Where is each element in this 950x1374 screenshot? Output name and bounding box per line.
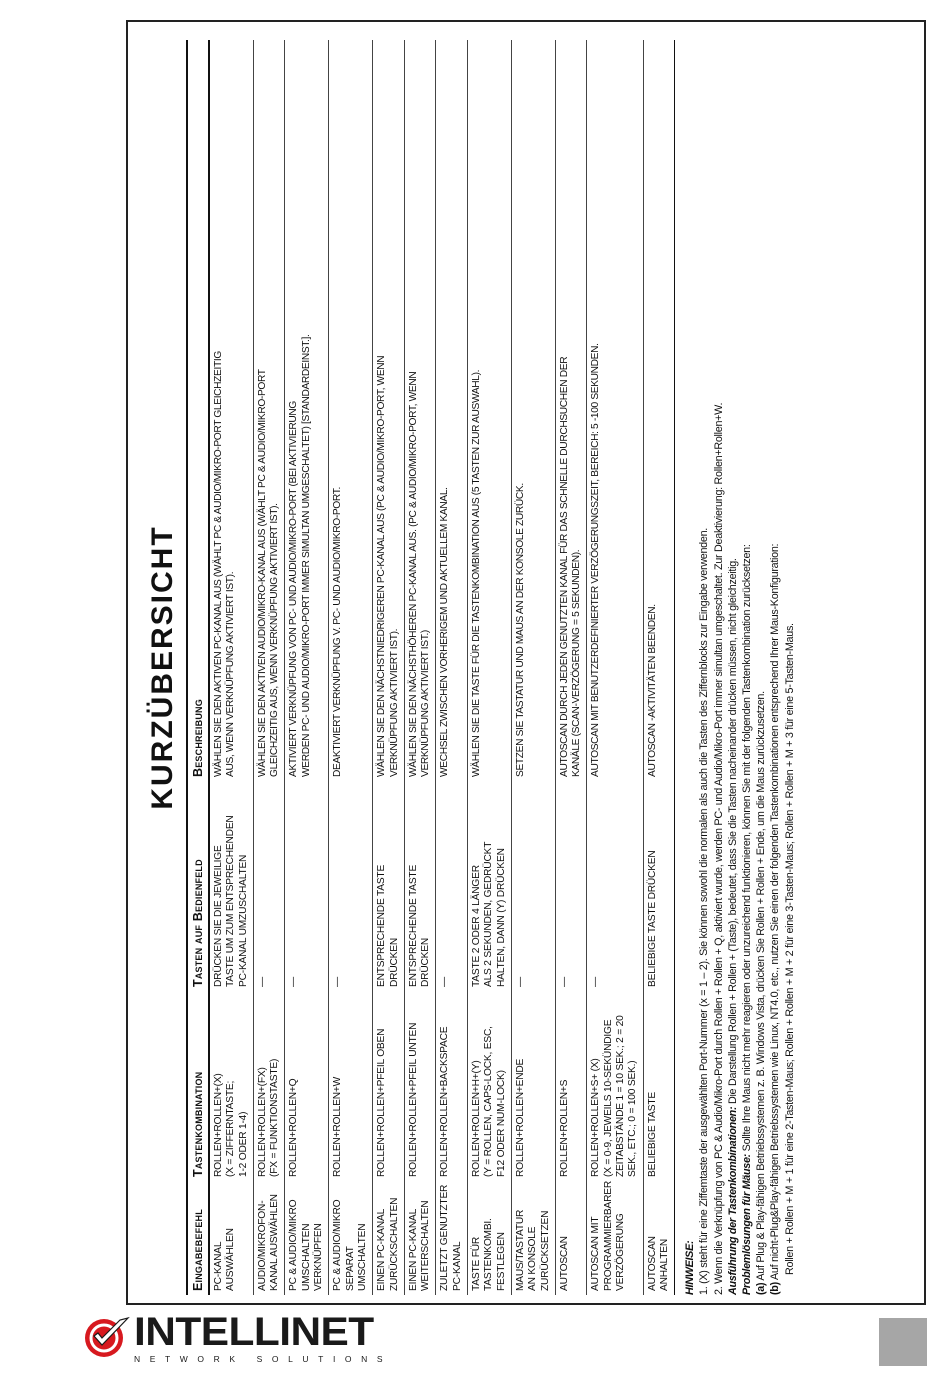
cell-line: AUTOSCAN DURCH JEDEN GENUTZTEN KANAL FÜR DAS SCHNELLE DURCHSUCHEN DER — [558, 356, 570, 777]
cell-c1 — [404, 1181, 436, 1295]
table-row — [329, 40, 373, 1295]
cell-line: SEPARAT UMSCHALTEN — [344, 1223, 368, 1291]
cell-line: WÄHLEN SIE DEN NÄCHSTHÖHEREN PC-KANAL AUS. (PC & AUDIO/MIKRO-PORT, WENN — [407, 371, 419, 777]
cell-c3 — [436, 781, 468, 991]
cell-line: ZEITABSTÄNDE 1 = 10 SEK.; 2 = 20 — [615, 1015, 627, 1177]
cell-line: ROLLEN+ROLLEN+S+ (X) — [590, 1058, 602, 1177]
cell-line: GLEICHZEITIG AUS, WENN VERKNÜPFUNG AKTIVIERT IST). — [269, 503, 281, 777]
cell-c2 — [436, 991, 468, 1181]
cell-line: BELIEBIGE TASTE DRÜCKEN — [646, 850, 658, 987]
cell-line: AUTOSCAN ANHALTEN — [646, 1236, 670, 1291]
cell-c1 — [436, 1181, 468, 1295]
cell-c3 — [253, 781, 285, 991]
quick-reference-frame — [126, 20, 926, 1305]
cell-c4 — [404, 40, 436, 781]
cell-line: ROLLEN+ROLLEN+PFEIL UNTEN — [407, 1022, 419, 1177]
cell-line: UMSCHALTEN VERKNÜPFEN — [300, 1223, 325, 1291]
cell-line: ZURÜCKSCHALTEN — [388, 1197, 400, 1291]
cell-c4 — [587, 40, 643, 781]
cell-line: ENTSPRECHENDE TASTE — [407, 864, 419, 987]
cell-line: DRÜCKEN — [420, 938, 432, 987]
cell-line: (Y = ROLLEN, CAPS-LOCK, ESC, — [483, 1026, 495, 1177]
mouse-option-b — [768, 40, 782, 1295]
table-row — [253, 40, 285, 1295]
table-body — [209, 40, 675, 1295]
execution-text: Die Darstellung Rollen + Rollen + (Taste), bedeutet, dass Sie die Tasten nacheinander drücken müssen, nicht gleichzeitig. — [726, 558, 739, 1107]
cell-line: EINEN PC-KANAL — [407, 1208, 419, 1291]
cell-c1 — [209, 1181, 253, 1295]
cell-line: ROLLEN+ROLLEN+(X) — [213, 1073, 224, 1177]
cell-line: VERKNÜPFUNG AKTIVIERT IST.) — [420, 630, 432, 777]
cell-line: ROLLEN+ROLLEN+(FX) — [256, 1067, 268, 1177]
cell-c2 — [329, 991, 373, 1181]
cell-line: ALS 2 SEKUNDEN, GEDRÜCKT — [483, 841, 495, 987]
cell-c1 — [587, 1181, 643, 1295]
cell-line: KANÄLE (SCAN-VERZÖGERUNG = 5 SEKUNDEN). — [571, 549, 583, 777]
cell-line: DRÜCKEN — [388, 938, 400, 987]
cell-line: AKTIVIERT VERKNÜPFUNG VON PC- UND AUDIO/MIKRO-PORT (BEI AKTIVIERUNG — [288, 401, 300, 777]
cell-line: ROLLEN+ROLLEN+S — [558, 1079, 570, 1177]
cell-c3 — [587, 781, 643, 991]
cell-line: SETZEN SIE TASTATUR UND MAUS AN DER KONSOLE ZURÜCK. — [514, 483, 526, 777]
cell-line: MAUS/TASTATUR — [514, 1209, 526, 1291]
cell-line: — — [332, 977, 344, 987]
table-row — [643, 40, 675, 1295]
cell-c1 — [373, 1181, 405, 1295]
cell-line: ROLLEN+ROLLEN+W — [332, 1076, 344, 1177]
cell-line: — — [558, 977, 570, 987]
cell-line: WECHSEL ZWISCHEN VORHERIGEM UND AKTUELLEM KANAL. — [439, 487, 451, 777]
mouse-label: Problemlösungen für Mäuse: — [741, 1154, 754, 1295]
cell-line: (FX = FUNKTIONSTASTE) — [269, 1058, 281, 1177]
rotated-page-content — [128, 22, 924, 1303]
table-row — [209, 40, 253, 1295]
cell-line: TASTE UM ZUM ENTSPRECHENDEN — [225, 815, 237, 987]
cell-line: AUTOSCAN MIT BENUTZERDEFINIERTER VERZÖGERUNGSZEIT, BEREICH: 5 -100 SEKUNDEN. — [590, 343, 602, 777]
cell-c3 — [643, 781, 675, 991]
cell-c2 — [373, 991, 405, 1181]
cell-c2 — [404, 991, 436, 1181]
cell-c2 — [468, 991, 512, 1181]
option-a-text: Auf Plug & Play-fähigen Betriebssystemen z. B. Windows Vista, drücken Sie Rollen + Rollen + Ende, um die Maus zurückzusetzen. — [755, 691, 768, 1283]
cell-c1 — [555, 1181, 587, 1295]
cell-line: AUTOSCAN MIT — [590, 1216, 602, 1291]
cell-c4 — [209, 40, 253, 781]
cell-c4 — [436, 40, 468, 781]
note-2: 2. Wenn die Verknüpfung von PC & Audio/Mikro-Port durch Rollen + Rollen + Q, aktiviert wurde, werden PC- und Audio/Mikro-Port immer simultan umgeschaltet. Zur Deaktivierung: Rollen+Rollen+W. — [712, 402, 725, 1295]
cell-c1 — [253, 1181, 285, 1295]
cell-line: WÄHLEN SIE DEN AKTIVEN PC-KANAL AUS (WÄHLT PC & AUDIO/MIKRO-PORT GLEICHZEITIG — [213, 351, 224, 777]
checkmark-logo-icon — [82, 1314, 132, 1360]
cell-line: (X = 0-9, JEWEILS 10-SEKÜNDIGE — [602, 1019, 614, 1177]
cell-line: TASTENKOMBI. FESTLEGEN — [483, 1218, 507, 1291]
mouse-option-b-configs: Rollen + Rollen + M + 1 für eine 2-Tasten-Maus; Rollen + Rollen + M + 2 für eine 3-Tasten-Maus; Rollen + Rollen + M + 3 für eine 5-Tasten-Maus. — [783, 623, 796, 1275]
cell-c1 — [511, 1181, 555, 1295]
table-row — [468, 40, 512, 1295]
cell-c2 — [643, 991, 675, 1181]
cell-line: 1-2 ODER 1-4) — [237, 1111, 249, 1177]
intellinet-logo — [78, 1308, 398, 1368]
table-row — [285, 40, 329, 1295]
cell-c3 — [285, 781, 329, 991]
mouse-option-a — [754, 40, 768, 1295]
cell-c4 — [373, 40, 405, 781]
mouse-troubleshooting — [740, 40, 754, 1295]
cell-c2 — [555, 991, 587, 1181]
cell-line: AUS, WENN VERKNÜPFUNG AKTIVIERT IST). — [225, 571, 237, 777]
table-row — [373, 40, 405, 1295]
cell-c3 — [373, 781, 405, 991]
cell-line: BELIEBIGE TASTE — [646, 1092, 658, 1177]
cell-c3 — [555, 781, 587, 991]
option-b-label: (b) — [769, 1282, 782, 1295]
cell-c2 — [587, 991, 643, 1181]
cell-line: — — [590, 977, 602, 987]
cell-line: TASTE FÜR — [471, 1236, 483, 1291]
cell-line: AUTOSCAN — [558, 1236, 570, 1291]
cell-line: AUSWÄHLEN — [225, 1228, 237, 1291]
quick-reference-table — [186, 40, 675, 1295]
cell-line: (X = ZIFFERNTASTE; — [225, 1080, 237, 1177]
header-panel-keys: Tasten auf Bedienfeld — [187, 781, 209, 991]
cell-c1 — [285, 1181, 329, 1295]
cell-c4 — [511, 40, 555, 781]
cell-c3 — [511, 781, 555, 991]
cell-line: HALTEN, DANN (Y) DRÜCKEN — [495, 848, 507, 987]
cell-line: VERZÖGERUNG — [615, 1213, 627, 1291]
cell-c3 — [329, 781, 373, 991]
table-row — [436, 40, 468, 1295]
cell-c4 — [329, 40, 373, 781]
cell-c4 — [253, 40, 285, 781]
cell-line: AUTOSCAN -AKTIVITÄTEN BEENDEN. — [646, 604, 658, 777]
cell-line: ROLLEN+ROLLEN+BACKSPACE — [439, 1026, 451, 1177]
cell-line: ROLLEN+ROLLEN+H+(Y) — [471, 1060, 483, 1177]
execution-label: Ausführung der Tastenkombinationen: — [726, 1106, 739, 1295]
table-header-row — [187, 40, 209, 1295]
cell-line: AUDIO/MIKROFON- — [256, 1200, 268, 1291]
cell-line: ZULETZT GENUTZTER — [439, 1184, 451, 1291]
cell-line: ROLLEN+ROLLEN+PFEIL OBEN — [376, 1028, 388, 1177]
cell-line: WÄHLEN SIE DIE TASTE FÜR DIE TASTENKOMBINATION AUS (5 TASTEN ZUR AUSWAHL). — [471, 369, 483, 777]
cell-line: PC & AUDIO/MIKRO — [288, 1199, 300, 1291]
page-title: KURZÜBERSICHT — [146, 525, 179, 810]
cell-line: PROGRAMMIERBARER — [602, 1180, 614, 1291]
page-corner-tab — [879, 1318, 927, 1366]
cell-c2 — [209, 991, 253, 1181]
option-a-label: (a) — [755, 1282, 768, 1295]
table-row — [404, 40, 436, 1295]
table-row — [587, 40, 643, 1295]
cell-line: PC-KANAL UMZUSCHALTEN — [237, 854, 249, 987]
table-row — [511, 40, 555, 1295]
header-input-command: Eingabebefehl — [187, 1181, 209, 1295]
cell-line: — — [288, 977, 300, 987]
cell-line: TASTE 2 ODER 4 LÄNGER — [471, 865, 483, 987]
cell-c3 — [209, 781, 253, 991]
cell-line: AN KONSOLE ZURÜCKSETZEN — [527, 1210, 551, 1291]
cell-line: ROLLEN+ROLLEN+ENDE — [514, 1058, 526, 1177]
cell-line: — — [256, 977, 268, 987]
cell-c1 — [643, 1181, 675, 1295]
cell-line: F12 ODER NUM-LOCK) — [495, 1070, 507, 1177]
cell-line: SEK., ETC.; 0 = 100 SEK.) — [627, 1060, 639, 1177]
cell-c1 — [468, 1181, 512, 1295]
cell-c4 — [468, 40, 512, 781]
option-b-text: Auf nicht-Plug&Play-fähigen Betriebssystemen wie Linux, NT4.0, etc., nutzen Sie einen der folgenden Tastenkombinationen entsprechend Ihrer Maus-Konfiguration: — [769, 543, 782, 1283]
table-row — [555, 40, 587, 1295]
cell-line: ROLLEN+ROLLEN+Q — [288, 1078, 300, 1177]
mouse-text: Sollte Ihre Maus nicht mehr reagieren oder unzureichend funktionieren, können Sie mit der folgenden Tastenkombination zurücksetzen: — [741, 544, 754, 1155]
cell-line: KANAL AUSWÄHLEN — [269, 1194, 281, 1291]
cell-c2 — [511, 991, 555, 1181]
cell-c1 — [329, 1181, 373, 1295]
cell-line: EINEN PC-KANAL — [376, 1208, 388, 1291]
cell-c3 — [468, 781, 512, 991]
execution-note — [726, 40, 740, 1295]
cell-line: DEAKTIVIERT VERKNÜPFUNG V. PC- UND AUDIO/MIKRO-PORT. — [332, 487, 344, 777]
logo-wordmark: INTELLINET — [134, 1310, 374, 1354]
cell-line: WÄHLEN SIE DEN AKTIVEN AUDIO/MIKRO-KANAL AUS (WÄHLT PC & AUDIO/MIKRO-PORT — [256, 369, 268, 777]
cell-c2 — [253, 991, 285, 1181]
cell-c2 — [285, 991, 329, 1181]
cell-line: VERKNÜPFUNG AKTIVIERT IST). — [388, 628, 400, 777]
cell-line: WÄHLEN SIE DEN NÄCHSTNIEDRIGEREN PC-KANAL AUS (PC & AUDIO/MIKRO-PORT, WENN — [376, 355, 388, 777]
cell-c4 — [643, 40, 675, 781]
cell-line: ENTSPRECHENDE TASTE — [376, 864, 388, 987]
cell-line: WERDEN PC- UND AUDIO/MIKRO-PORT IMMER SIMULTAN UMGESCHALTET) [STANDARDEINST.]. — [300, 334, 312, 777]
cell-line: PC-KANAL — [213, 1241, 224, 1291]
cell-line: — — [514, 977, 526, 987]
header-key-combination: Tastenkombination — [187, 991, 209, 1181]
cell-c4 — [555, 40, 587, 781]
cell-c3 — [404, 781, 436, 991]
cell-line: DRÜCKEN SIE DIE JEWEILIGE — [213, 845, 224, 987]
logo-tagline: NETWORK SOLUTIONS — [134, 1354, 393, 1364]
cell-c4 — [285, 40, 329, 781]
note-1: 1. (X) steht für eine Ziffemtaste der ausgewählten Port-Nummer (x = 1 – 2). Sie können sowohl die normalen als auch die Tasten des Ziffernblocks zur Eingabe verwenden. — [698, 528, 711, 1295]
notes-heading: HINWEISE: — [684, 1240, 697, 1295]
cell-line: PC-KANAL — [451, 1241, 463, 1291]
header-description: Beschreibung — [187, 40, 209, 781]
notes-section — [683, 40, 797, 1295]
cell-line: WEITERSCHALTEN — [420, 1200, 432, 1291]
cell-line: PC & AUDIO/MIKRO — [332, 1199, 344, 1291]
cell-line: — — [439, 977, 451, 987]
